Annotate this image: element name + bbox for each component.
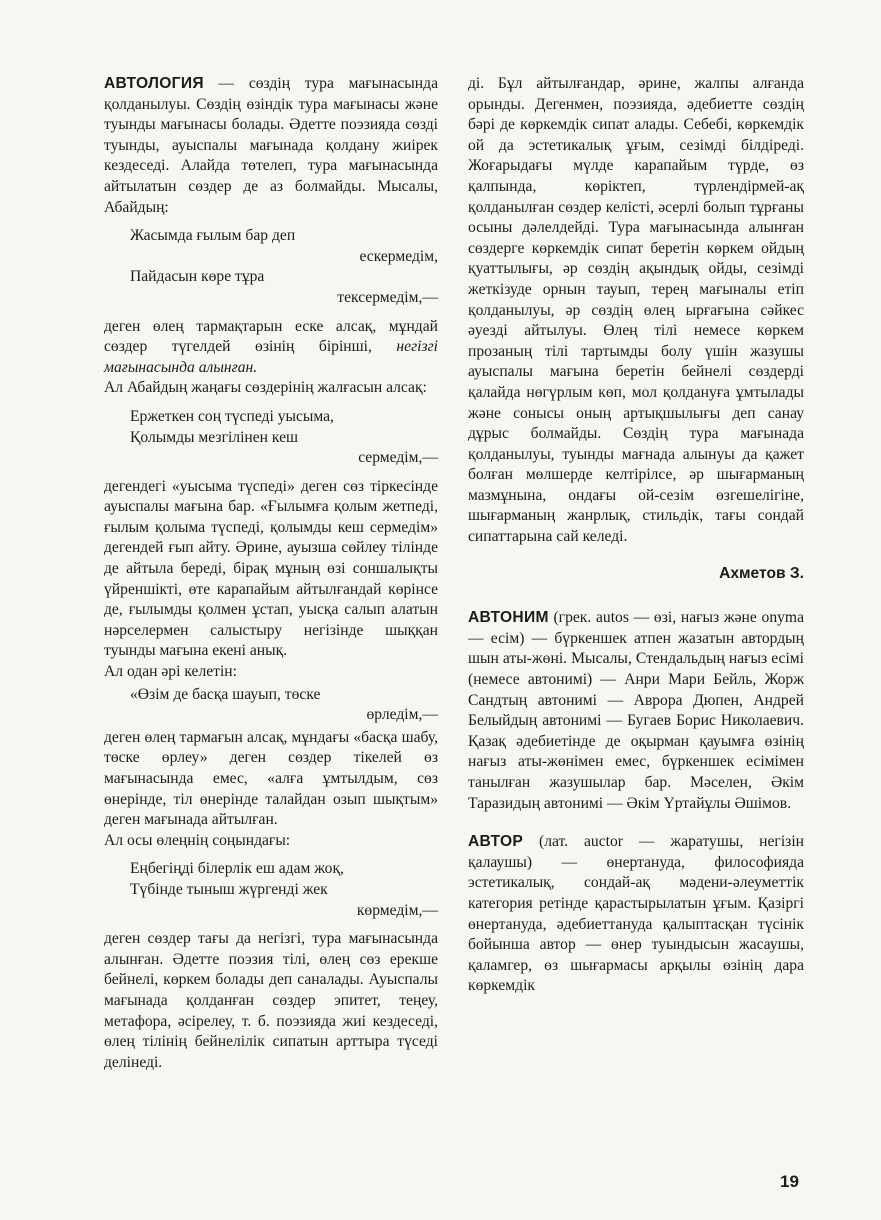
verse-line: сермедім,— (358, 449, 438, 467)
verse-quote (130, 859, 438, 921)
paragraph: деген өлең тармағын алсақ, мұндағы «басқа шабу, төске өрлеу» деген сөздер тікелей өз мағынасында емес, «алға ұмтылдым, сөз өнерінде, тіл өнерінде талайдан озып шықтым» деген мағынада айтылған. (104, 728, 438, 829)
entry-gap (468, 814, 804, 832)
paragraph-italic: негізгі мағынасында алынған. (104, 338, 438, 376)
verse-line: «Өзім де басқа шауып, төске (130, 685, 321, 703)
paragraph: деген сөздер тағы да негізгі, тура мағынасында алынған. Әдетте поэзия тілі, өлең сөз ерекше бейнелі, көркем болады деп саналады. Ауыспалы мағынада қолданған сөздер эпитет, теңеу, метафора, әсірелеу, т. б. поэзияда жиі кездеседі, өлең тілінің бейнелілік сипатын арттыра түседі делінеді. (104, 930, 438, 1071)
verse-quote (130, 407, 438, 469)
entry-avtor (468, 832, 804, 997)
paragraph: Ал одан әрі келетін: (104, 663, 237, 681)
verse-line: Түбінде тыныш жүргенді жек (130, 880, 328, 898)
entry-text: — сөздің тура мағынасында қолданылуы. Сөздің өзіндік тура мағынасы және туынды мағынасы болады. Әдетте поэзияда сөзді туынды, ауыспалы мағынада қолдану жиірек кездеседі. Алайда төтелеп, тура мағынасында айтылатын сөздер де аз болмайды. Мысалы, Абайдың: (104, 75, 438, 216)
entry-text: (грек. autos — өзі, нағыз және onyma — есім) — бүркеншек атпен жазатын автордың шын аты-жөні. Мысалы, Стендальдың нағыз есімі (немесе автонимі) — Анри Мари Бейль, Жорж Сандтың автонимі — Аврора Дюпен, Андрей Белыйдың автонимі — Бугаев Борис Николаевич. Қазақ әдебиетінде де оқырман қауымға өзінің нағыз аты-жөнімен емес, бүркеншек есімімен танылған жазушылар бар. Мәселен, Әкім Таразидың автонимі — Әкім Үртайұлы Әшімов. (468, 609, 804, 812)
verse-line: көрмедім,— (356, 901, 438, 919)
verse-line: Еңбегіңді білерлік еш адам жоқ, (130, 860, 344, 878)
entry-avtonim (468, 608, 804, 814)
verse-line: Ержеткен соң түспеді уысыма, (130, 407, 334, 425)
verse-line: Пайдасын көре тұра (130, 268, 265, 286)
verse-line: өрледім,— (366, 706, 438, 724)
right-column (468, 74, 804, 997)
paragraph-text: деген өлең тармақтарын еске алсақ, мұндай сөздер түгелдей өзінің бірінші, (104, 317, 438, 356)
paragraph: Ал Абайдың жаңағы сөздерінің жалғасын алсақ: (104, 379, 427, 397)
paragraph: ді. Бұл айтылғандар, әрине, жалпы алғанда орынды. Дегенмен, поэзияда, әдебиетте сөздің бәрі де көркемдік сипат алады. Себебі, көркемдік ой да эстетикалық ұғым, сезімді білдіреді. Жоғарыдағы мүлде карапайым түрде, өз қалпында, көріктеп, түрлендірмей-ақ қолданылған сөздер келісті, әсерлі болып тұрғаны осыны дәлелдейді. Тура мағынасында алынған сөздерге көркемдік сипат беретін көркем ойдың қуаттылығы, әр сөздің ақындық ойды, сезімді жеткізуде орнын тауып, терең мағыналы етіп қолданылуы, әр сөздің өлең ырғағына сәйкес әуезді айтылуы. Өлең тілі немесе көркем прозаның тілі тартымды болу үшін жазушы ауыспалы мағына беретін бейнелі сөздерді қалайда нөгүрлым көп, мол қолдануға ұмтылады және сонысы оның артықшылығы деп санау дұрыс болмайды. Сөздің тура мағынада қолданылуы, туынды мағнада алынуы да қажет болған мөлшерде келтірілсе, әр шығарманың мазмұнына, ондағы ой-сезім өзгешелігіне, шығарманың жанрлық, стильдік, тағы сондай сипаттарына сай келеді. (468, 75, 804, 546)
paragraph: дегендегі «уысыма түспеді» деген сөз тіркесінде ауыспалы мағына бар. «Ғылымға қолым жетпеді, ғылым қолыма түспеді, қолымды кеш сермедім» дегендей ғып айту. Әрине, ауызша сөйлеу тілінде де айтыла береді, бірақ мұның өзі соншалықты үйреншікті, өте карапайым айтылғандай көрінсе де, ғылымды қолмен ұстап, уысқа салып алатын нәрселермен салыстыру негізінде шыққан туынды мағына екені анық. (104, 477, 438, 660)
entry-avtologiya (104, 74, 438, 218)
entry-author: Ахметов З. (719, 564, 804, 582)
entry-term: АВТОР (468, 833, 524, 851)
verse-line: Қолымды мезгілінен кеш (130, 428, 299, 446)
verse-quote (130, 226, 438, 308)
verse-line: ескермедім, (359, 247, 438, 265)
entry-term: АВТОНИМ (468, 609, 549, 627)
left-column (104, 74, 438, 1073)
verse-quote (130, 685, 438, 726)
entry-term: АВТОЛОГИЯ (104, 75, 204, 92)
page-number: 19 (780, 1172, 799, 1191)
entry-text: (лат. auctor — жаратушы, негізін қалаушы) — өнертануда, философияда эстетикалық, сондай-ақ мәдени-әлеуметтік категория ретінде қарастырылатын ұғым. Қазіргі өнертануда, әдебиеттануда қалыптасқан түсінік бойынша автор — өнер туындысын жасаушы, қаламгер, өз шығармасы арқылы өзінің дара көркемдік (468, 833, 804, 995)
paragraph (104, 317, 438, 379)
paragraph: Ал осы өлеңнің соңындағы: (104, 831, 291, 849)
verse-line: тексермедім,— (337, 288, 438, 306)
verse-line: Жасымда ғылым бар деп (130, 227, 296, 245)
